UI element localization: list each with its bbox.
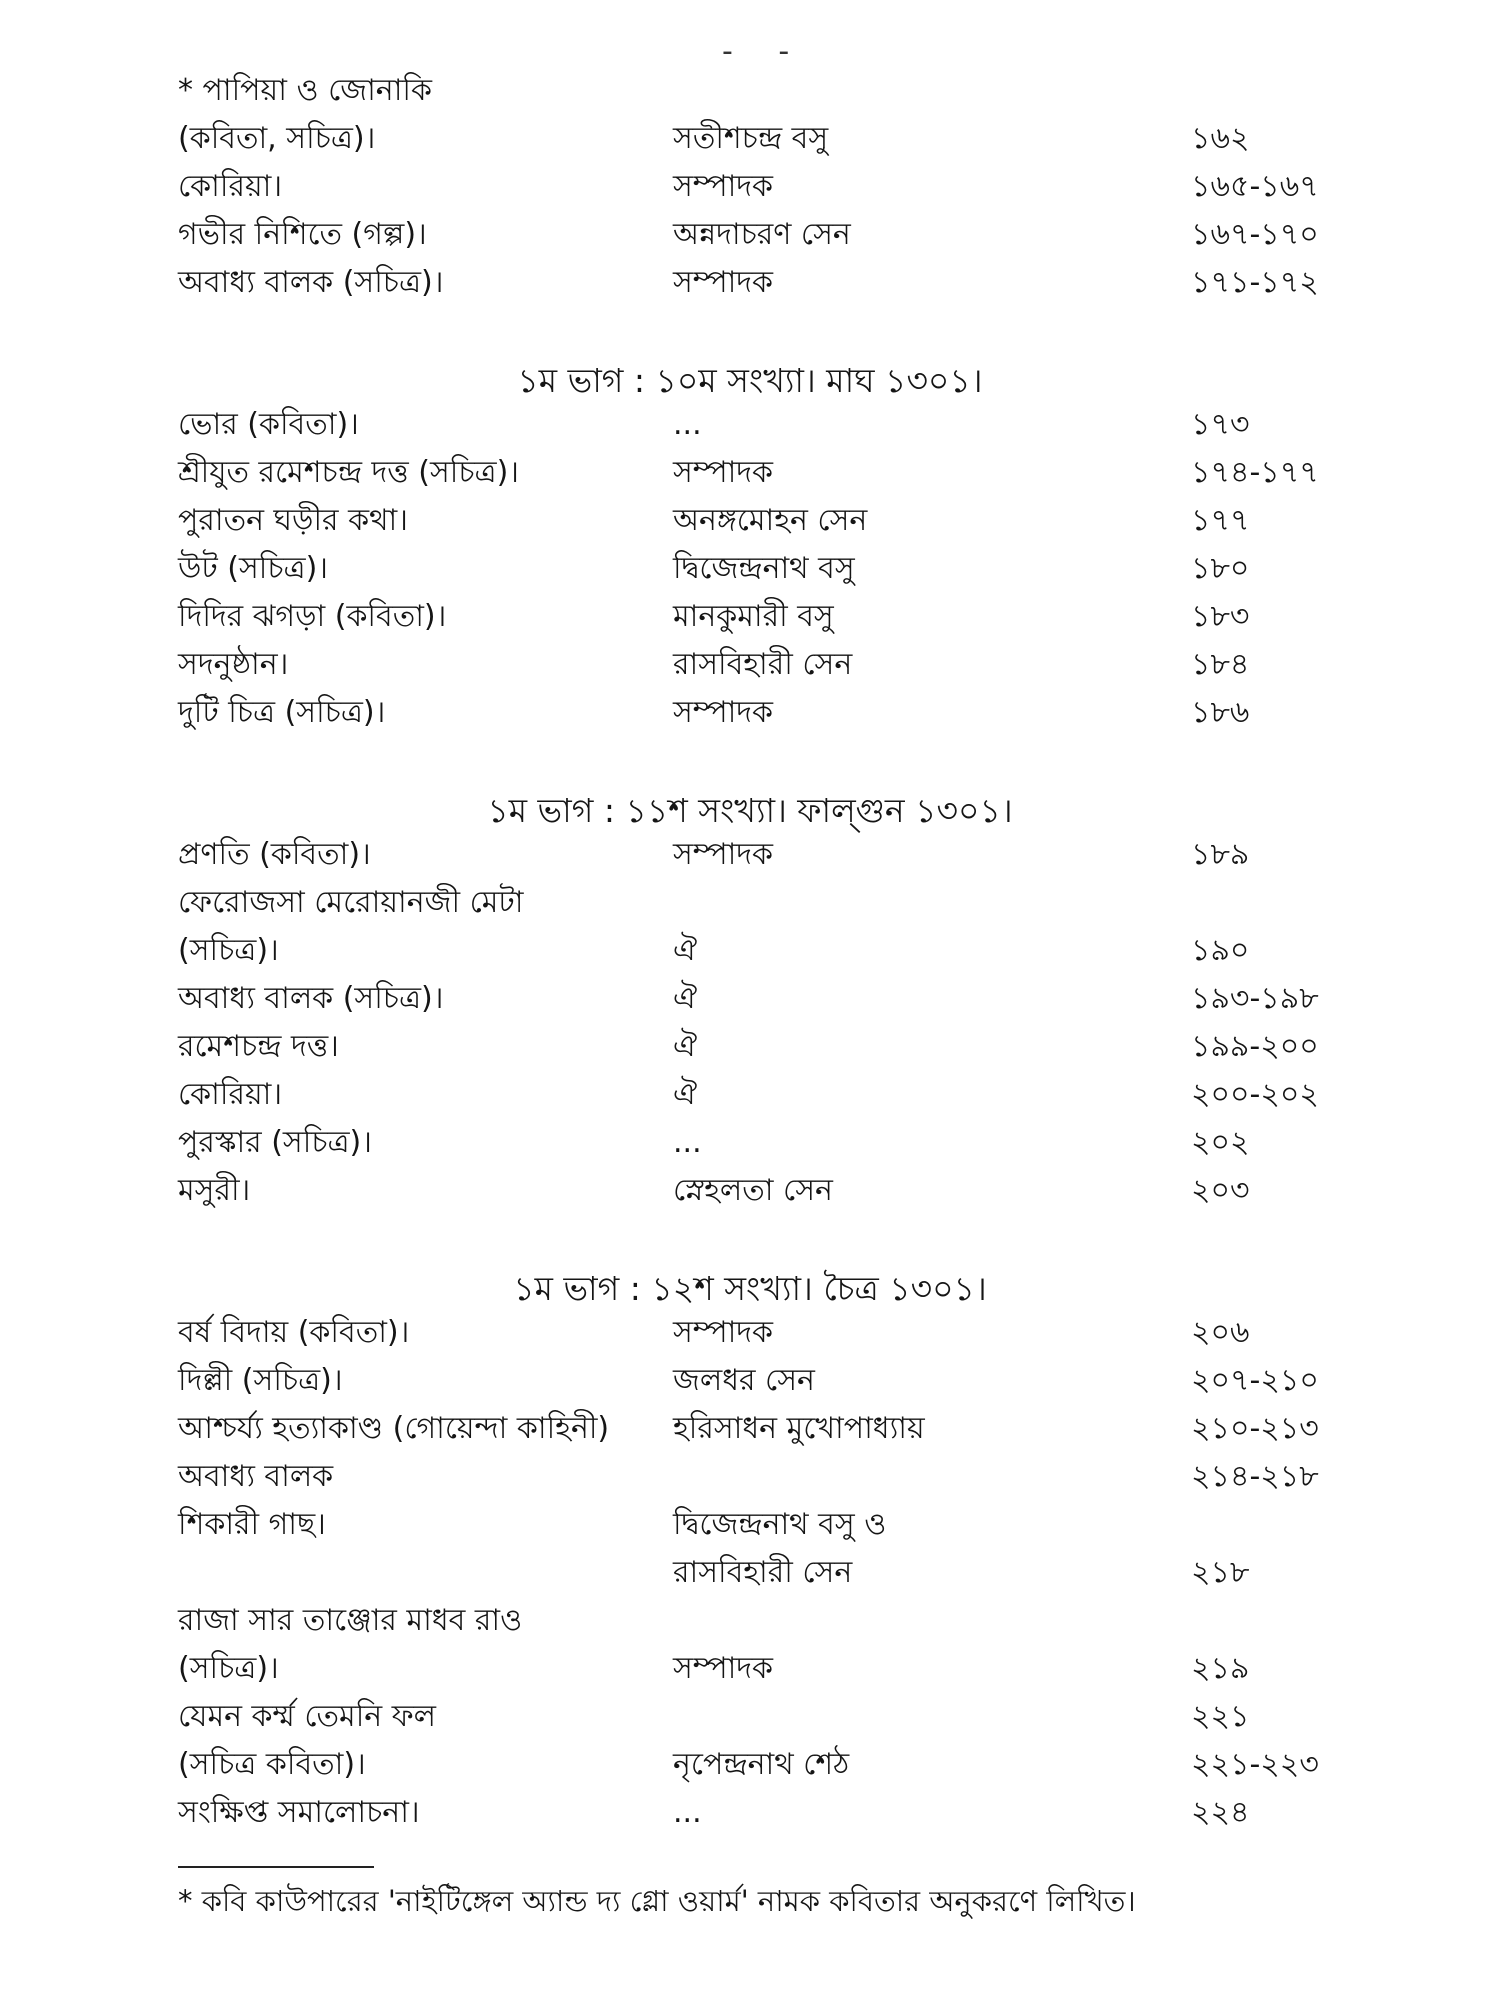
toc-row <box>0 1074 1500 1116</box>
toc-row <box>0 1456 1500 1498</box>
toc-row <box>0 1696 1500 1738</box>
entry-page: ১৯৩-১৯৮ <box>1191 981 1319 1016</box>
entry-page: ১৬২ <box>1191 121 1250 156</box>
entry-title: কোরিয়া। <box>178 169 283 204</box>
entry-page: ২১০-২১৩ <box>1191 1411 1319 1446</box>
entry-page: ১৬৭-১৭০ <box>1191 217 1319 252</box>
entry-author: ... <box>673 1125 702 1160</box>
toc-row <box>0 214 1500 256</box>
entry-title: পুরাতন ঘড়ীর কথা। <box>178 503 408 538</box>
toc-row <box>0 978 1500 1020</box>
entry-author: ঐ <box>673 933 698 968</box>
toc-row <box>0 1312 1500 1354</box>
toc-row <box>0 930 1500 972</box>
toc-row <box>0 1504 1500 1546</box>
toc-row <box>0 1744 1500 1786</box>
entry-page: ২০৩ <box>1191 1173 1250 1208</box>
entry-title: মসুরী। <box>178 1173 251 1208</box>
entry-author: নৃপেন্দ্রনাথ শেঠ <box>673 1747 850 1782</box>
entry-title: কোরিয়া। <box>178 1077 283 1112</box>
entry-title: রাজা সার তাঞ্জোর মাধব রাও <box>178 1603 523 1638</box>
entry-author: ... <box>673 1795 702 1830</box>
entry-title: আশ্চর্য্য হত্যাকাণ্ড (গোয়েন্দা কাহিনী) <box>178 1411 610 1446</box>
entry-author: সম্পাদক <box>673 837 774 872</box>
toc-row <box>0 70 1500 112</box>
entry-title: শ্রীযুত রমেশচন্দ্র দত্ত (সচিত্র)। <box>178 455 520 490</box>
toc-row <box>0 500 1500 542</box>
entry-page: ১৭১-১৭২ <box>1191 265 1319 300</box>
entry-page: ২০৭-২১০ <box>1191 1363 1319 1398</box>
entry-author: দ্বিজেন্দ্রনাথ বসু <box>673 551 855 586</box>
entry-title: সদনুষ্ঠান। <box>178 647 289 682</box>
entry-title: গভীর নিশিতে (গল্প)। <box>178 217 427 252</box>
toc-row <box>0 1122 1500 1164</box>
entry-author: সম্পাদক <box>673 455 774 490</box>
entry-title: ভোর (কবিতা)। <box>178 407 359 442</box>
entry-author: সম্পাদক <box>673 169 774 204</box>
entry-author: জলধর সেন <box>673 1363 815 1398</box>
toc-row <box>0 692 1500 734</box>
entry-author: সতীশচন্দ্র বসু <box>673 121 829 156</box>
entry-page: ২২১-২২৩ <box>1191 1747 1319 1782</box>
entry-page: ১৭৪-১৭৭ <box>1191 455 1319 490</box>
entry-author: রাসবিহারী সেন <box>673 1555 853 1590</box>
toc-row <box>0 1026 1500 1068</box>
entry-title: দুটি চিত্র (সচিত্র)। <box>178 695 386 730</box>
entry-page: ১৮৬ <box>1191 695 1250 730</box>
entry-title: সংক্ষিপ্ত সমালোচনা। <box>178 1795 420 1830</box>
entry-page: ২২৪ <box>1191 1795 1250 1830</box>
entry-title: দিল্লী (সচিত্র)। <box>178 1363 343 1398</box>
entry-page: ১৮৩ <box>1191 599 1250 634</box>
toc-row <box>0 404 1500 446</box>
entry-title: পুরস্কার (সচিত্র)। <box>178 1125 372 1160</box>
toc-row <box>0 1792 1500 1834</box>
toc-row <box>0 118 1500 160</box>
entry-page: ১৭৩ <box>1191 407 1250 442</box>
entry-author: স্নেহলতা সেন <box>673 1173 833 1208</box>
toc-row <box>0 834 1500 876</box>
entry-author: হরিসাধন মুখোপাধ্যায় <box>673 1411 925 1446</box>
entry-author: অনঙ্গমোহন সেন <box>673 503 868 538</box>
entry-author: দ্বিজেন্দ্রনাথ বসু ও <box>673 1507 887 1542</box>
entry-title: বর্ষ বিদায় (কবিতা)। <box>178 1315 410 1350</box>
entry-author: সম্পাদক <box>673 265 774 300</box>
entry-author: মানকুমারী বসু <box>673 599 834 634</box>
toc-row <box>0 882 1500 924</box>
section-heading: ১ম ভাগ : ১০ম সংখ্যা। মাঘ ১৩০১। <box>517 361 983 400</box>
entry-title: * পাপিয়া ও জোনাকি <box>178 73 432 108</box>
entry-page: ২০২ <box>1191 1125 1250 1160</box>
entry-page: ২১৯ <box>1191 1651 1250 1686</box>
entry-page: ১৮০ <box>1191 551 1250 586</box>
entry-author: ঐ <box>673 1077 698 1112</box>
entry-page: ২০০-২০২ <box>1191 1077 1319 1112</box>
entry-title: প্রণতি (কবিতা)। <box>178 837 371 872</box>
toc-row <box>0 1408 1500 1450</box>
toc-row <box>0 596 1500 638</box>
toc-row <box>0 644 1500 686</box>
entry-author: ঐ <box>673 1029 698 1064</box>
entry-page: ২১৮ <box>1191 1555 1250 1590</box>
entry-title: রমেশচন্দ্র দত্ত। <box>178 1029 339 1064</box>
toc-row <box>0 1552 1500 1594</box>
entry-title: (সচিত্র)। <box>178 933 279 968</box>
toc-row <box>0 452 1500 494</box>
entry-page: ২২১ <box>1191 1699 1250 1734</box>
entry-page: ২০৬ <box>1191 1315 1250 1350</box>
toc-row <box>0 1170 1500 1212</box>
toc-row <box>0 548 1500 590</box>
entry-title: উট (সচিত্র)। <box>178 551 329 586</box>
entry-page: ১৮৯ <box>1191 837 1250 872</box>
toc-row <box>0 1648 1500 1690</box>
page-top-mark: - - <box>722 34 808 69</box>
entry-author: সম্পাদক <box>673 1315 774 1350</box>
entry-title: অবাধ্য বালক <box>178 1459 334 1494</box>
entry-title: শিকারী গাছ। <box>178 1507 326 1542</box>
footnote-divider <box>178 1866 374 1868</box>
entry-author: ঐ <box>673 981 698 1016</box>
entry-title: (সচিত্র কবিতা)। <box>178 1747 366 1782</box>
entry-title: ফেরোজসা মেরোয়ানজী মেটা <box>178 885 524 920</box>
entry-author: ... <box>673 407 702 442</box>
entry-title: (কবিতা, সচিত্র)। <box>178 121 376 156</box>
entry-page: ২১৪-২১৮ <box>1191 1459 1319 1494</box>
section-heading: ১ম ভাগ : ১১শ সংখ্যা। ফাল্গুন ১৩০১। <box>487 791 1013 830</box>
entry-author: অন্নদাচরণ সেন <box>673 217 851 252</box>
entry-author: সম্পাদক <box>673 695 774 730</box>
entry-title: অবাধ্য বালক (সচিত্র)। <box>178 265 444 300</box>
entry-title: যেমন কর্ম্ম তেমনি ফল <box>178 1699 436 1734</box>
toc-row <box>0 262 1500 304</box>
entry-title: দিদির ঝগড়া (কবিতা)। <box>178 599 447 634</box>
entry-author: সম্পাদক <box>673 1651 774 1686</box>
entry-page: ১৭৭ <box>1191 503 1250 538</box>
entry-page: ১৯০ <box>1191 933 1250 968</box>
toc-row <box>0 166 1500 208</box>
entry-page: ১৮৪ <box>1191 647 1250 682</box>
toc-row <box>0 1600 1500 1642</box>
entry-title: অবাধ্য বালক (সচিত্র)। <box>178 981 444 1016</box>
footnote: * কবি কাউপারের 'নাইটিঙ্গেল অ্যান্ড দ্য গ্লো ওয়ার্ম' নামক কবিতার অনুকরণে লিখিত। <box>178 1884 1136 1918</box>
entry-page: ১৯৯-২০০ <box>1191 1029 1319 1064</box>
entry-author: রাসবিহারী সেন <box>673 647 853 682</box>
toc-row <box>0 1360 1500 1402</box>
entry-page: ১৬৫-১৬৭ <box>1191 169 1319 204</box>
section-heading: ১ম ভাগ : ১২শ সংখ্যা। চৈত্র ১৩০১। <box>513 1269 987 1308</box>
entry-title: (সচিত্র)। <box>178 1651 279 1686</box>
